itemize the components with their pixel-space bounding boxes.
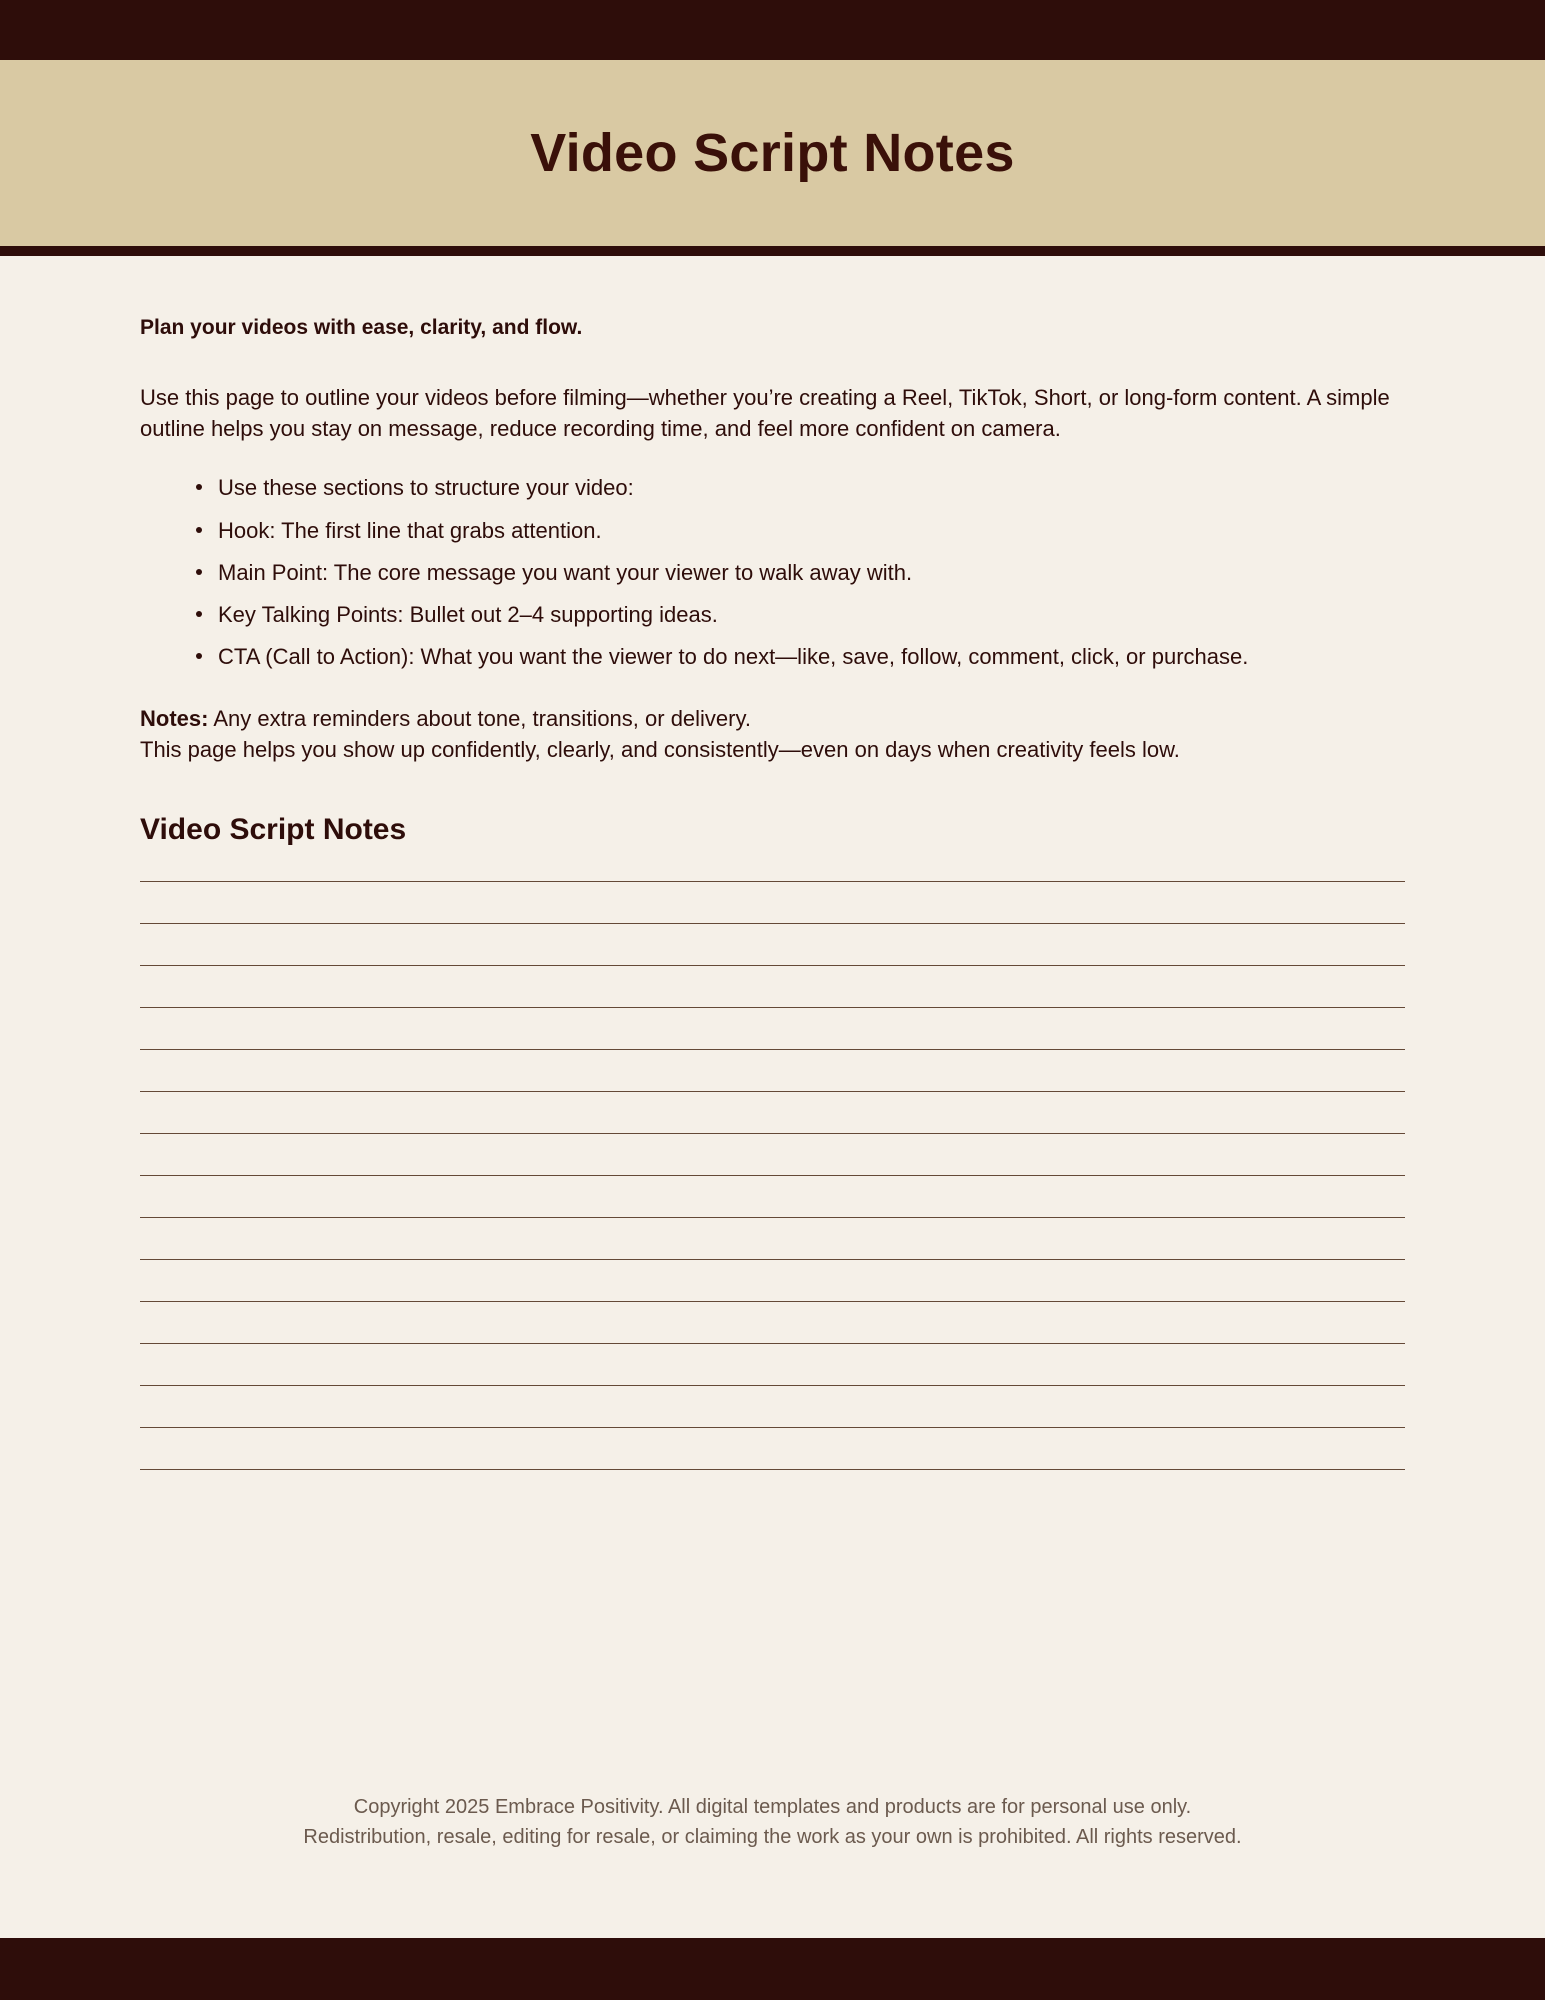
intro-paragraph: Use this page to outline your videos before filming—whether you’re creating a Reel, TikTok, Short, or long-form content. A simple outline helps you stay on message, reduce recording time, and feel more confident on camera. <box>140 385 1390 442</box>
top-decorative-bar <box>0 0 1545 60</box>
writing-line[interactable] <box>140 1259 1405 1260</box>
writing-line[interactable] <box>140 1175 1405 1176</box>
writing-line[interactable] <box>140 1343 1405 1344</box>
header-band <box>0 60 1545 256</box>
sections-list <box>140 472 1405 672</box>
page-title: Video Script Notes <box>530 123 1015 183</box>
notes-block <box>140 703 1405 765</box>
writing-line[interactable] <box>140 1469 1405 1470</box>
writing-section-heading: Video Script Notes <box>140 813 407 847</box>
document-content <box>0 256 1545 1938</box>
copyright-line-1: Copyright 2025 Embrace Positivity. All digital templates and products are for personal use only. <box>353 1796 1192 1818</box>
list-item: Key Talking Points: Bullet out 2–4 supporting ideas. <box>196 599 1405 630</box>
bottom-decorative-bar <box>0 1938 1545 2000</box>
notes-closing-line: This page helps you show up confidently, clearly, and consistently—even on days when creativity feels low. <box>140 736 1180 762</box>
writing-line[interactable] <box>140 965 1405 966</box>
writing-line[interactable] <box>140 1217 1405 1218</box>
copyright-line-2: Redistribution, resale, editing for resale, or claiming the work as your own is prohibited. All rights reserved. <box>303 1826 1242 1848</box>
copyright-footer <box>0 1792 1545 1852</box>
list-item: Use these sections to structure your video: <box>196 472 1405 503</box>
writing-line[interactable] <box>140 1007 1405 1008</box>
notes-label: Notes: <box>140 705 209 731</box>
writing-lines[interactable] <box>140 881 1405 1470</box>
list-item: Hook: The first line that grabs attention. <box>196 515 1405 546</box>
list-item: CTA (Call to Action): What you want the viewer to do next—like, save, follow, comment, click, or purchase. <box>196 641 1405 672</box>
writing-line[interactable] <box>140 923 1405 924</box>
writing-line[interactable] <box>140 1427 1405 1428</box>
writing-line[interactable] <box>140 1091 1405 1092</box>
notes-label-text: Any extra reminders about tone, transitions, or delivery. <box>208 705 751 731</box>
writing-line[interactable] <box>140 1049 1405 1050</box>
notes-reminder-line <box>140 703 1405 734</box>
writing-line[interactable] <box>140 1301 1405 1302</box>
writing-line[interactable] <box>140 1385 1405 1386</box>
intro-lead: Plan your videos with ease, clarity, and flow. <box>140 316 583 339</box>
writing-line[interactable] <box>140 1133 1405 1134</box>
list-item: Main Point: The core message you want your viewer to walk away with. <box>196 557 1405 588</box>
writing-line[interactable] <box>140 881 1405 882</box>
